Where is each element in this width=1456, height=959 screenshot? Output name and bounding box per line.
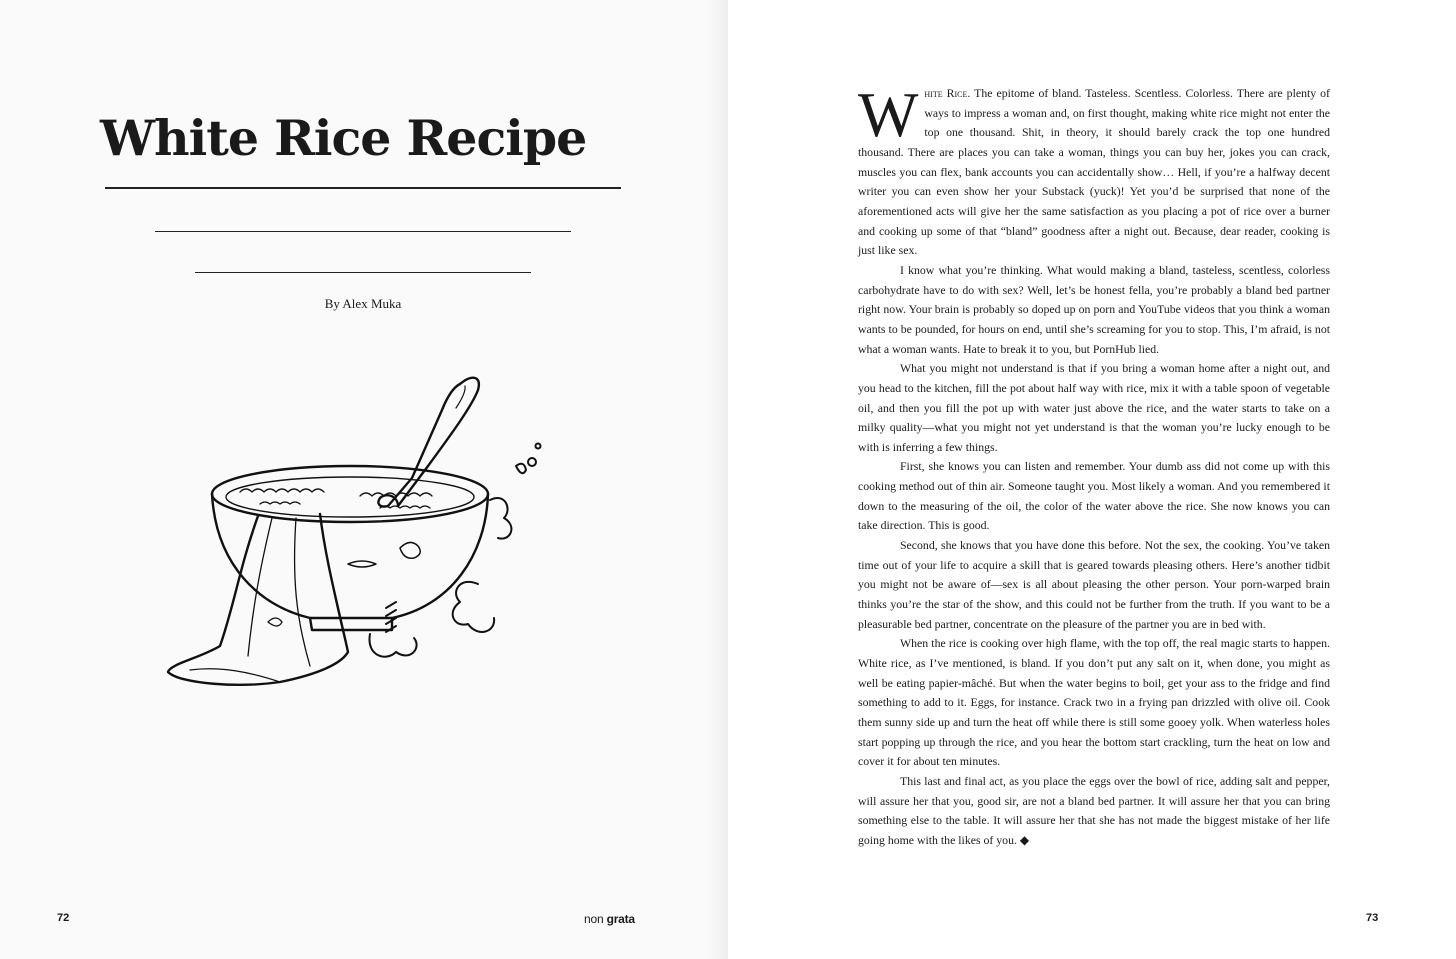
brand-part-1: non <box>584 912 604 926</box>
brand-part-2: grata <box>606 912 635 926</box>
spoon-icon <box>378 378 478 507</box>
title-rule-short <box>195 272 531 273</box>
article-paragraph: I know what you’re thinking. What would making a bland, tasteless, scentless, colorless carbohydrate have to do with sex? Well, let’s be honest fella, you’re probably a bland bed partner right now. Your brain is probably so doped up on porn and YouTube videos that you think a woman wants to be pounded, for hours on end, until she’s screaming for you to stop. This, I’m afraid, is not what a woman wants. Hate to break it to you, but PornHub lied. <box>858 262 1330 356</box>
page-gutter-shadow <box>705 0 728 959</box>
article-paragraph: Second, she knows that you have done this before. Not the sex, the cooking. You’ve taken time out of your life to acquire a skill that is geared towards pleasing others. Here’s another tidbit you might not be aware of—sex is all about pleasing the other person. Your porn-warped brain thinks you’re the star of the show, and this could not be further from the truth. If you want to be a pleasurable bed partner, concentrate on the pleasure of the partner you are in bed with. <box>858 538 1330 631</box>
byline: By Alex Muka <box>324 296 402 311</box>
article-paragraph: When the rice is cooking over high flame, with the top off, the real magic starts to happen. White rice, as I’ve mentioned, is bland. If you don’t put any salt on it, when done, you might as well be eating papier-mâché. But when the water begins to boil, get your ass to the fridge and find something to add to it. Eggs, for instance. Crack two in a frying pan drizzled with olive oil. Cook them sunny side up and turn the heat off while there is still some gooey yolk. When waterless holes start popping up through the rice, and you hear the bottom start crackling, turn the heat on low and cover it for about ten minutes. <box>858 636 1330 769</box>
page-number-right: 73 <box>1366 912 1379 924</box>
towel-icon <box>168 514 348 685</box>
article-paragraph-1 <box>858 79 1330 261</box>
title-rule-long <box>105 187 621 189</box>
article-paragraph: First, she knows you can listen and remember. Your dumb ass did not come up with this cooking method out of thin air. Someone taught you. Most likely a woman. And you remembered it down to the measuring of the oil, the color of the water above the rice. She now knows you can take direction. This is good. <box>858 459 1330 533</box>
magazine-brand <box>584 912 635 926</box>
title-rule-medium <box>155 231 571 232</box>
article-paragraph: What you might not understand is that if you bring a woman home after a night out, and you head to the kitchen, fill the pot about half way with rice, mix it with a table spoon of vegetable oil, and then you fill the pot up with water just above the rice, and the water starts to take on a milky quality—what you might not yet understand is that the woman you’re lucky enough to be with is inferring a few things. <box>858 361 1330 454</box>
article-body <box>858 79 1330 851</box>
page-number-left: 72 <box>57 912 70 924</box>
rice-bowl-illustration <box>160 366 565 711</box>
drop-cap: W <box>858 79 919 150</box>
paragraph-1-text: The epitome of bland. Tasteless. Scentless. Colorless. There are plenty of ways to impress a woman and, on first thought, making white rice might not enter the top one thousand. Shit, in theory, it should barely crack the top one hundred thousand. There are places you can take a woman, things you can buy her, jokes you can crack, muscles you can flex, bank accounts you can accidentally show… Hell, if you’re a halfway decent writer you can even show her your Substack (yuck)! Yet you’d be surprised that none of the aforementioned acts will give her the same satisfaction as you placing a pot of rice over a burner and cooking up some of that “bland” goodness after a night out. Because, dear reader, cooking is just like sex. <box>858 86 1330 258</box>
article-paragraph: This last and final act, as you place the eggs over the bowl of rice, adding salt and pepper, will assure her that you, good sir, are not a bland bed partner. It will assure her that you can bring something else to the table. It will assure her that she has not made the biggest mistake of her life going home with the likes of you. ◆ <box>858 773 1330 847</box>
lead-in-caps: hite Rice. <box>924 86 971 100</box>
article-title: White Rice Recipe <box>100 109 587 167</box>
